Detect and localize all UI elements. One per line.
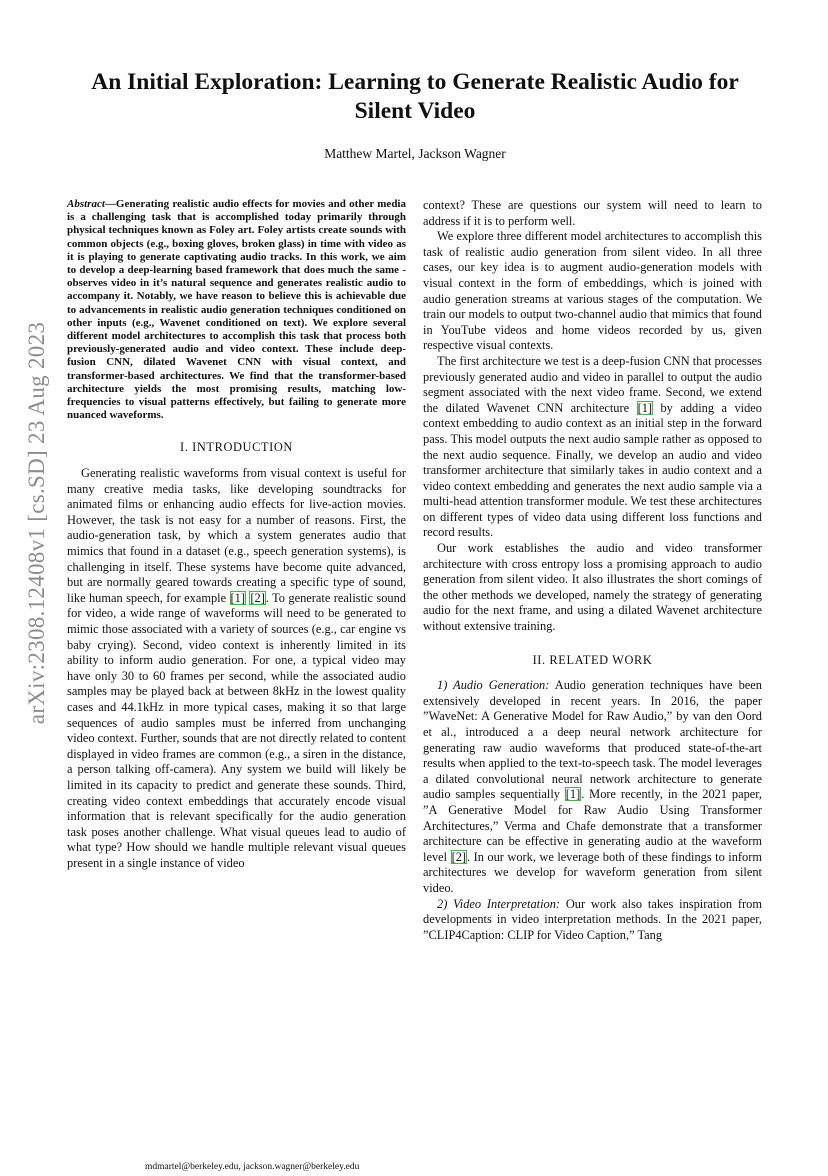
related-audio-generation-paragraph [423,678,762,896]
related-video-interpretation-paragraph [423,897,762,944]
subsection-title-audio-generation: 1) Audio Generation: [437,678,550,693]
intro-paragraph-2: We explore three different model architectures to accomplish this task of realistic audio generation from silent video. In all three cases, our key idea is to augment audio-generation models with visual context in the form of embeddings, which is joined with audio generation streams at various stages of the computation. We train our models to output two-channel audio that mimics that found in YouTube videos and home videos recorded by us, given respective visual contexts. [423,229,762,353]
subsection-title-video-interpretation: 2) Video Interpretation: [437,896,561,911]
related-sub1-text-b: . More recently, in the 2021 paper, ”A Generative Model for Raw Audio Using Transformer Architectures,” Verma and Chafe demonstrate that a transformer architecture can be effective in generating audio at the waveform level [423,787,762,864]
intro-paragraph-1-continued: context? These are questions our system will need to learn to address if it is to perform well. [423,198,762,228]
intro-paragraph-3 [423,354,762,541]
related-sub2-text-a: Our work also takes inspiration from developments in video interpretation methods. In the 2021 paper, ”CLIP4Caption: CLIP for Video Caption,” Tang [423,896,762,942]
citation-link-2[interactable]: [2] [250,590,265,605]
intro-p1-text-b: To generate realistic sound for video, a wide range of waveforms will need to be generated to mimic those associated with a variety of sources (e.g., car engine vs baby crying). Second, video context is inherently limited in its ability to inform audio generation. For one, a typical video may have only 30 to 60 frames per second, while the associated audio samples may be played back at between 8kHz in the lowest quality cases and 44.1kHz in more typical cases, making it so that large sequences of audio samples must be inferred from unchanging video context. Further, sounds that are not directly related to content displayed in video frames are common (e.g., a siren in the distance, a person talking off-camera). Any system we build will likely be limited in its capacity to predict and generate these sounds. Third, creating video context embeddings that accurately encode visual information that is relevant specifically for the audio generation task poses another challenge. What visual queues lead to audio of what type? How should we handle multiple relevant visual queues present in a single instance of video [67,590,406,870]
citation-link-1[interactable]: [1] [565,787,581,802]
abstract-text: —Generating realistic audio effects for movies and other media is a challenging task that is accomplished today primarily through physical techniques known as Foley art. Foley artists create sounds with common objects (e.g., boxing gloves, broken glass) in time with video as it is playing to generate captivating audio tracks. In this work, we aim to develop a deep-learning based framework that does much the same - observes video in it’s natural sequence and generates realistic audio to accompany it. Notably, we have reason to believe this is achievable due to advancements in realistic audio generation techniques conditioned on other inputs (e.g., Wavenet conditioned on text). We explore several different model architectures to accomplish this task that process both previously-generated audio and video context. These include deep-fusion CNN, dilated Wavenet CNN with visual context, and transformer-based architectures. We find that the transformer-based architecture yields the most promising results, matching low-frequencies to visual patterns effectively, but failing to generate more nuanced waveforms. [67,198,406,422]
section-heading-related-work: II. RELATED WORK [532,652,653,667]
intro-paragraph-4: Our work establishes the audio and video transformer architecture with cross entropy loss a promising approach to audio generation from silent video. It also illustrates the short comings of the other methods we developed, namely the strategy of generating audio for the next frame, and using a dilated Wavenet architecture without extensive training. [423,541,762,634]
arxiv-identifier [22,285,52,760]
arxiv-identifier-text: arXiv:2308.12408v1 [cs.SD] 23 Aug 2023 [24,321,49,724]
paper-title [70,68,760,126]
author-email-footnote: mdmartel@berkeley.edu, jackson.wagner@berkeley.edu [145,1162,360,1172]
left-column [67,198,406,1172]
intro-paragraph-1: Generating realistic waveforms from visual context is useful for many creative media tasks, like developing soundtracks for animated films or enhancing audio effects for live-action movies. However, the task is not easy for a number of reasons. First, the audio-generation task, by which a system generates audio that mimics that found in a dataset (e.g., speech generation systems), is challenging in itself. These systems have become quite advanced, but are normally geared towards creating a specific type of sound, like human speech, for example [1] [2]. To generate realistic sound for video, a wide range of waveforms will need to be generated to mimic those associated with a variety of sources (e.g., car engine vs baby crying). Second, video context is inherently limited in its ability to inform audio generation. For one, a typical video may have only 30 to 60 frames per second, while the associated audio samples may be played back at between 8kHz in the lowest quality cases and 44.1kHz in more typical cases, making it so that large sequences of audio samples must be inferred from unchanging video context. Further, sounds that are not directly related to content displayed in video frames are common (e.g., a siren in the distance, a person talking off-camera). Any system we build will likely be limited in its capacity to predict and generate these sounds. Third, creating video context embeddings that accurately encode visual information that is relevant specifically for the audio generation task poses another challenge. What visual queues lead to audio of what type? How should we handle multiple relevant visual queues present in a single instance of video [67,466,406,870]
citation-link-2[interactable]: [2] [451,849,467,864]
section-heading-introduction: I. INTRODUCTION [180,440,293,455]
related-sub1-text-c: . In our work, we leverage both of these findings to inform architectures we develop for waveform generation from silent video. [423,849,762,895]
abstract [67,198,406,422]
intro-p3-text-b: by adding a video context embedding to audio context as an initial step in the forward pass. This model outputs the next audio sample rather as opposed to the next audio sequence. Finally, we develop an audio and video transformer architecture that similarly takes in audio context and a video context embedding and generates the next audio sample via a multi-head attention transformer module. We test these architectures on different types of video data using different loss functions and record results. [423,400,762,540]
related-sub1-text-a: Audio generation techniques have been extensively developed in recent years. In 2016, the paper ”WaveNet: A Generative Model for Raw Audio,” by van den Oord et al., introduced a a deep neural network architecture for generating raw audio waveforms that produced state-of-the-art results when applied to the text-to-speech task. The model leverages a dilated convolutional neural network architecture to generate audio samples sequentially [423,678,763,802]
abstract-label: Abstract [67,198,105,210]
author-list: Matthew Martel, Jackson Wagner [324,146,506,161]
intro-p3-text-a: The first architecture we test is a deep-fusion CNN that processes previously generated audio and video in parallel to output the audio segment associated with the next video frame. Second, we extend the dilated Wavenet CNN architecture [423,353,762,415]
right-column [423,198,762,943]
citation-link-1[interactable]: [1] [637,400,653,415]
title-line-2: Silent Video [354,98,476,124]
intro-p1-text-a: Generating realistic waveforms from visual context is useful for many creative media tasks, like developing soundtracks for animated films or enhancing audio effects for live-action movies. However, the task is not easy for a number of reasons. First, the audio-generation task, by which a system generates audio that mimics that found in a dataset (e.g., speech generation systems), is challenging in itself. These systems have become quite advanced, but are normally geared towards creating a specific type of sound, like human speech, for example [67,466,406,605]
citation-link-1[interactable]: [1] [230,590,245,605]
title-line-1: An Initial Exploration: Learning to Generate Realistic Audio for [91,69,739,95]
